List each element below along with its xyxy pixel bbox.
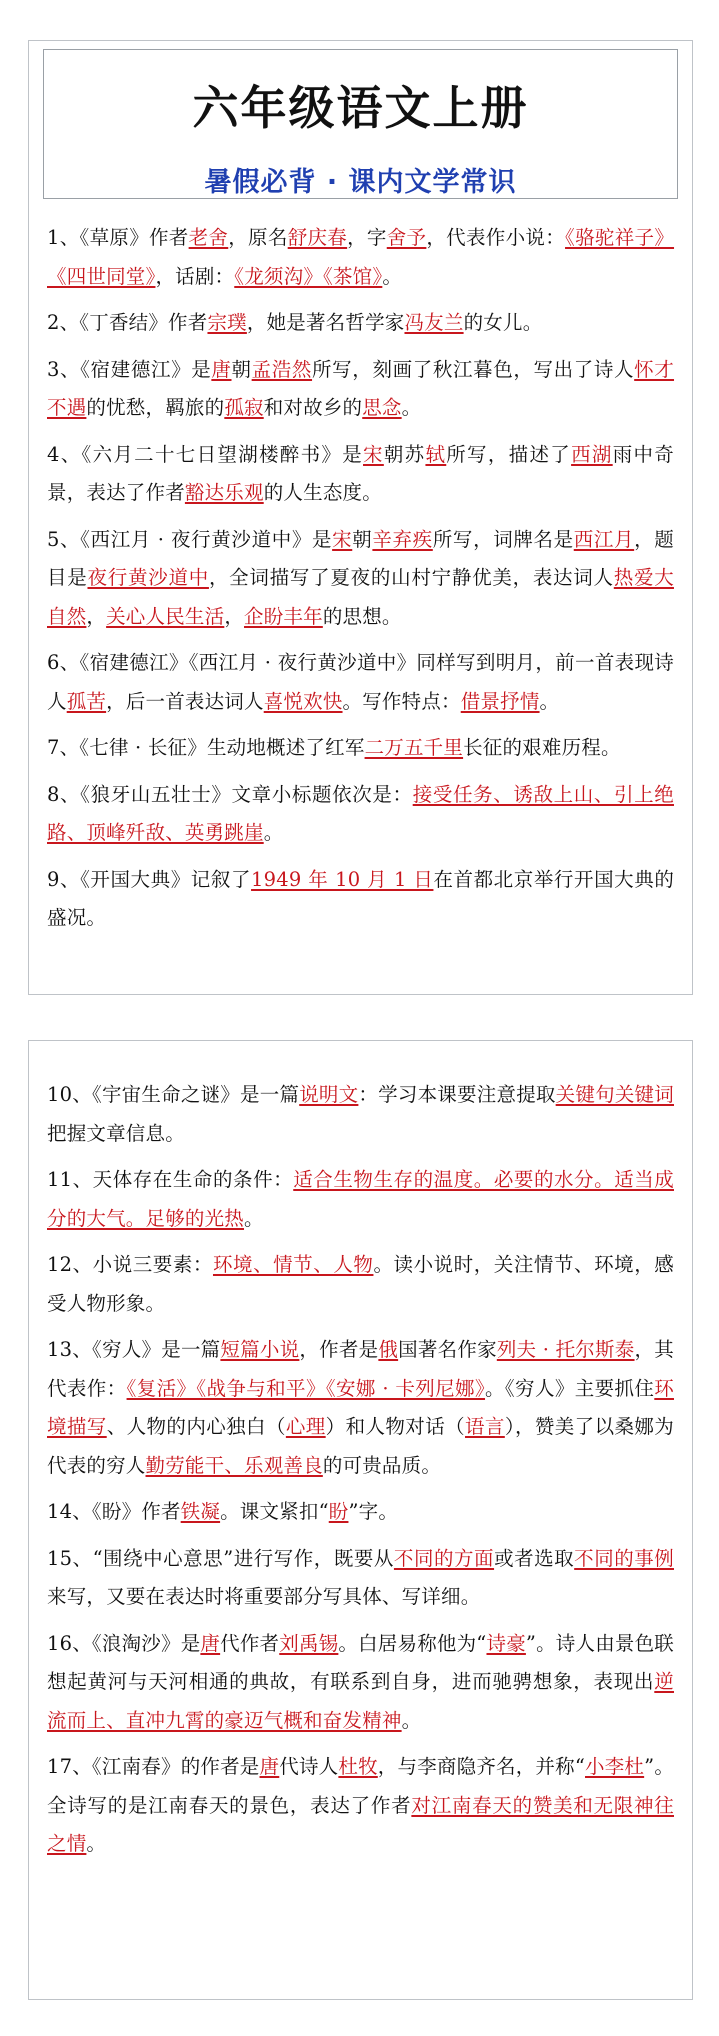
item-text: 国著名作家 <box>398 1338 497 1361</box>
item-text: ，与李商隐齐名，并称“ <box>377 1755 586 1778</box>
highlighted-answer: 舒庆春 <box>287 226 348 249</box>
item-text: 在首都北京举行开国大典的盛况。 <box>47 867 675 929</box>
knowledge-list-1 <box>47 219 674 946</box>
knowledge-item <box>47 1246 674 1323</box>
item-text: ”。诗人由景色联想起黄河与天河相通的典故，有联系到自身，进而驰骋想象，表现出 <box>47 1631 675 1693</box>
item-text: 朝苏 <box>383 442 426 466</box>
highlighted-answer: 借景抒情 <box>460 689 540 713</box>
item-text: 的人生态度。 <box>263 481 382 504</box>
item-text: 12、小说三要素： <box>47 1253 213 1276</box>
item-text: 。白居易称他为“ <box>338 1631 487 1655</box>
title-box <box>43 49 678 199</box>
item-text: 4、《六月二十七日望湖楼醉书》是 <box>47 442 364 466</box>
knowledge-item <box>47 1161 674 1238</box>
item-text: 所写，描述了 <box>446 442 572 466</box>
highlighted-answer: 关键句关键词 <box>555 1083 674 1106</box>
highlighted-answer: 思念 <box>362 396 402 419</box>
item-text: 代作者 <box>220 1631 280 1655</box>
item-text: ，其代表作： <box>47 1338 674 1400</box>
knowledge-item <box>47 1076 674 1153</box>
highlighted-answer: 说明文 <box>299 1083 359 1106</box>
highlighted-answer: 唐 <box>259 1755 280 1778</box>
item-text: ， <box>224 604 245 628</box>
item-text: ，原名 <box>228 226 288 249</box>
highlighted-answer: 轼 <box>425 442 447 466</box>
item-text: 。 <box>263 821 284 844</box>
highlighted-answer: 《复活》《战争与和平》《安娜 · 卡列尼娜》 <box>126 1376 486 1400</box>
item-text: 朝 <box>231 357 252 381</box>
item-text: ，她是著名哲学家 <box>246 311 405 334</box>
highlighted-answer: 环境、情节、人物 <box>212 1253 374 1276</box>
item-text: 的忧愁，羁旅的 <box>86 396 225 419</box>
item-text: 所写，刻画了秋江暮色，写出了诗人 <box>312 357 635 381</box>
knowledge-item <box>47 351 674 428</box>
highlighted-answer: 西湖 <box>571 442 613 466</box>
knowledge-item <box>47 1625 674 1741</box>
item-text: 或者选取 <box>494 1546 575 1570</box>
item-text: ，代表作小说： <box>426 226 566 249</box>
knowledge-item <box>47 776 674 853</box>
item-text: 和对故乡的 <box>263 396 363 419</box>
item-text: ， <box>86 604 107 628</box>
item-text: ，后一首表达词人 <box>106 689 264 713</box>
item-text: ）和人物对话（ <box>325 1415 465 1438</box>
item-text: 9、《开国大典》记叙了 <box>47 867 252 891</box>
knowledge-item <box>47 729 674 768</box>
highlighted-answer: 豁达乐观 <box>184 481 264 504</box>
knowledge-item <box>47 436 674 513</box>
knowledge-item <box>47 1540 674 1617</box>
item-text: 的可贵品质。 <box>322 1453 442 1477</box>
highlighted-answer: 喜悦欢快 <box>263 689 343 713</box>
page-subtitle: 暑假必背 · 课内文学常识 <box>204 167 517 198</box>
knowledge-item <box>47 1748 674 1864</box>
highlighted-answer: 短篇小说 <box>220 1338 300 1361</box>
item-text: 的思想。 <box>322 604 402 628</box>
item-text: 。 <box>86 1832 107 1855</box>
highlighted-answer: 小李杜 <box>585 1755 645 1778</box>
highlighted-answer: 不同的事例 <box>574 1546 674 1570</box>
highlighted-answer: 孟浩然 <box>251 357 313 381</box>
knowledge-item <box>47 521 674 637</box>
item-text: 朝 <box>352 527 373 551</box>
item-text: ：学习本课要注意提取 <box>358 1083 556 1106</box>
item-text: 2、《丁香结》作者 <box>47 311 208 334</box>
item-text: ，作者是 <box>299 1338 379 1361</box>
knowledge-item <box>47 219 674 296</box>
highlighted-answer: 杜牧 <box>338 1755 378 1778</box>
item-text: 11、天体存在生命的条件： <box>47 1168 294 1191</box>
item-text: 7、《七律 · 长征》生动地概述了红军 <box>47 736 365 759</box>
item-text: 把握文章信息。 <box>47 1121 185 1145</box>
item-text: 17、《江南春》的作者是 <box>47 1755 260 1778</box>
highlighted-answer: 环境描写 <box>47 1376 674 1438</box>
item-text: ”字。 <box>348 1500 399 1523</box>
knowledge-item <box>47 644 674 721</box>
highlighted-answer: 唐 <box>211 357 232 381</box>
highlighted-answer: 1949 年 10 月 1 日 <box>251 867 434 891</box>
item-text: 长征的艰难历程。 <box>463 736 621 759</box>
knowledge-item <box>47 304 674 343</box>
highlighted-answer: 夜行黄沙道中 <box>87 566 209 589</box>
item-text: 。课文紧扣“ <box>220 1500 329 1523</box>
item-text: ”。全诗写的是江南春天的景色，表达了作者 <box>47 1755 675 1817</box>
notes-card-1 <box>28 40 693 995</box>
highlighted-answer: 舍予 <box>386 226 427 249</box>
item-text: 的女儿。 <box>463 311 543 334</box>
highlighted-answer: 冯友兰 <box>404 311 464 334</box>
item-text: 。 <box>539 689 560 713</box>
highlighted-answer: 不同的方面 <box>393 1546 495 1570</box>
item-text: 15、“围绕中心意思”进行写作，既要从 <box>47 1546 394 1570</box>
highlighted-answer: 刘禹锡 <box>279 1631 339 1655</box>
item-text: 1、《草原》作者 <box>47 226 189 249</box>
highlighted-answer: 怀才不遇 <box>47 357 675 419</box>
item-text: 。写作特点： <box>342 689 461 713</box>
highlighted-answer: 孤苦 <box>66 689 107 713</box>
highlighted-answer: 《龙须沟》《茶馆》 <box>234 264 383 288</box>
item-text: 16、《浪淘沙》是 <box>47 1631 201 1655</box>
item-text: 3、《宿建德江》是 <box>47 357 212 381</box>
knowledge-list-2 <box>47 1076 674 1872</box>
item-text: 。《穷人》主要抓住 <box>485 1376 655 1400</box>
item-text: 、人物的内心独白（ <box>106 1415 286 1438</box>
highlighted-answer: 心理 <box>285 1415 326 1438</box>
highlighted-answer: 语言 <box>465 1415 505 1438</box>
item-text: 代诗人 <box>279 1755 339 1778</box>
highlighted-answer: 适合生物生存的温度。必要的水分。适当成分的大气。足够的光热 <box>47 1168 674 1230</box>
item-text: 雨中奇景，表达了作者 <box>47 442 674 504</box>
item-text: 14、《盼》作者 <box>47 1500 181 1523</box>
highlighted-answer: 企盼丰年 <box>244 604 323 628</box>
notes-card-2 <box>28 1040 693 2000</box>
item-text: 10、《宇宙生命之谜》是一篇 <box>47 1083 300 1106</box>
item-text: 所写，词牌名是 <box>432 527 574 551</box>
item-text: 。读小说时，关注情节、环境，感受人物形象。 <box>47 1253 674 1315</box>
item-text: 13、《穷人》是一篇 <box>47 1338 221 1361</box>
item-text: 6、《宿建德江》《西江月 · 夜行黄沙道中》同样写到明月，前一首表现诗人 <box>47 651 674 713</box>
highlighted-answer: 俄 <box>378 1338 399 1361</box>
item-text: 。 <box>401 396 422 419</box>
item-text: 。 <box>244 1206 264 1230</box>
highlighted-answer: 宋 <box>363 442 384 466</box>
item-text: 。 <box>382 264 403 288</box>
highlighted-answer: 《骆驼祥子》《四世同堂》 <box>47 226 675 288</box>
highlighted-answer: 宗璞 <box>207 311 247 334</box>
highlighted-answer: 辛弃疾 <box>372 527 433 551</box>
item-text: 5、《西江月 · 夜行黄沙道中》是 <box>47 527 333 551</box>
item-text: ，题目是 <box>47 527 674 589</box>
highlighted-answer: 勤劳能干、乐观善良 <box>145 1453 323 1477</box>
highlighted-answer: 铁凝 <box>180 1500 221 1523</box>
highlighted-answer: 对江南春天的赞美和无限神往之情 <box>47 1793 674 1855</box>
highlighted-answer: 逆流而上、直冲九霄的豪迈气概和奋发精神 <box>47 1670 674 1732</box>
highlighted-answer: 关心人民生活 <box>106 604 225 628</box>
item-text: 来写，又要在表达时将重要部分写具体、写详细。 <box>47 1585 481 1608</box>
item-text: ，全词描写了夏夜的山村宁静优美，表达词人 <box>208 566 614 589</box>
knowledge-item <box>47 1331 674 1485</box>
item-text: 。 <box>401 1708 422 1732</box>
highlighted-answer: 热爱大自然 <box>47 566 674 628</box>
knowledge-item <box>47 1493 674 1532</box>
highlighted-answer: 诗豪 <box>486 1631 526 1655</box>
highlighted-answer: 二万五千里 <box>364 736 464 759</box>
item-text: 8、《狼牙山五壮士》文章小标题依次是： <box>47 782 413 806</box>
item-text: ），赞美了以桑娜为代表的穷人 <box>47 1415 674 1477</box>
item-text: ，字 <box>347 226 387 249</box>
highlighted-answer: 盼 <box>328 1500 349 1523</box>
highlighted-answer: 接受任务、诱敌上山、引上绝路、顶峰歼敌、英勇跳崖 <box>47 782 674 844</box>
knowledge-item <box>47 861 674 938</box>
highlighted-answer: 列夫 · 托尔斯泰 <box>496 1338 635 1361</box>
page-title: 六年级语文上册 <box>192 81 529 135</box>
highlighted-answer: 宋 <box>332 527 353 551</box>
highlighted-answer: 老舍 <box>188 226 229 249</box>
highlighted-answer: 唐 <box>200 1631 221 1655</box>
item-text: ，话剧： <box>155 264 235 288</box>
highlighted-answer: 西江月 <box>573 527 635 551</box>
highlighted-answer: 孤寂 <box>224 396 264 419</box>
